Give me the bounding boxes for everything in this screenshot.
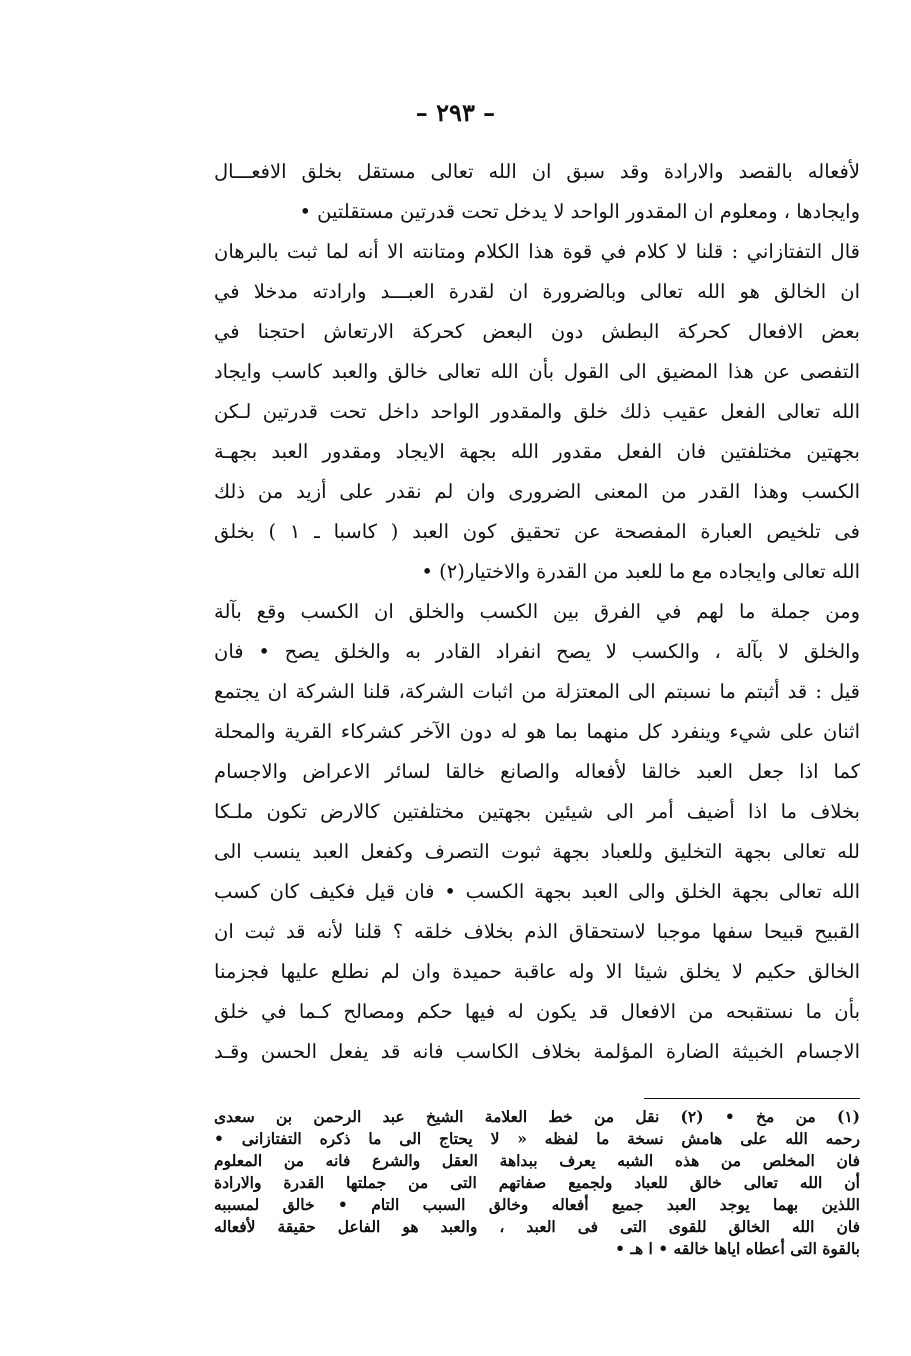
text-line: ومن جملة ما لهم في الفرق بين الكسب والخلق ان الكسب وقع بآلة: [214, 600, 860, 623]
text-line: الله تعالى وايجاده مع ما للعبد من القدرة والاختيار(٢) •: [421, 560, 860, 583]
text-line: بعض الافعال كحركة البطش دون البعض كحركة الارتعاش احتجنا في: [214, 320, 860, 343]
text-line: الله تعالى بجهة الخلق والى العبد بجهة الكسب • فان قيل فكيف كان كسب: [214, 880, 860, 903]
main-text: [214, 152, 860, 1072]
page-number: – ٢٩٣ –: [415, 98, 496, 127]
footnote-line: فان المخلص من هذه الشبه يعرف ببداهة العقل والشرع فانه من المعلوم: [214, 1151, 860, 1170]
text-line: والخلق لا بآلة ، والكسب لا يصح انفراد القادر به والخلق يصح • فان: [214, 640, 860, 663]
text-line: الله تعالى الفعل عقيب ذلك خلق والمقدور الواحد داخل تحت قدرتين لـكن: [214, 400, 860, 423]
text-line: اثنان على شيء وينفرد كل منهما بما هو له دون الآخر كشركاء القرية والمحلة: [214, 720, 860, 743]
text-line: لله تعالى بجهة التخليق وللعباد بجهة ثبوت التصرف وكفعل العبد ينسب الى: [214, 840, 860, 863]
text-line: لأفعاله بالقصد والارادة وقد سبق ان الله تعالى مستقل بخلق الافعـــال: [214, 160, 860, 183]
footnotes: [214, 1106, 860, 1260]
footnote-line: رحمه الله على هامش نسخة ما لفظه « لا يحتاج الى ما ذكره التفتازانى •: [214, 1129, 860, 1148]
footnote-line: اللذين بهما يوجد العبد جميع أفعاله وخالق السبب التام • خالق لمسببه: [214, 1195, 860, 1214]
footnote-divider: [644, 1098, 860, 1099]
text-line: قيل : قد أثبتم ما نسبتم الى المعتزلة من اثبات الشركة، قلنا الشركة ان يجتمع: [214, 680, 860, 703]
text-line: التفصى عن هذا المضيق الى القول بأن الله تعالى خالق والعبد كاسب وايجاد: [214, 360, 860, 383]
text-line: فى تلخيص العبارة المفصحة عن تحقيق كون العبد ( كاسبا ـ ١ ) بخلق: [214, 520, 860, 543]
text-line: الكسب وهذا القدر من المعنى الضرورى وان لم نقدر على أزيد من ذلك: [214, 480, 860, 503]
footnote-line: (١) من مخ • (٢) نقل من خط العلامة الشيخ عبد الرحمن بن سعدى: [214, 1107, 860, 1126]
text-line: وايجادها ، ومعلوم ان المقدور الواحد لا يدخل تحت قدرتين مستقلتين •: [299, 200, 860, 223]
footnote-line: فان الله الخالق للقوى التى فى العبد ، والعبد هو الفاعل حقيقة لأفعاله: [214, 1217, 860, 1236]
text-line: كما اذا جعل العبد خالقا لأفعاله والصانع خالقا لسائر الاعراض والاجسام: [214, 760, 860, 783]
text-line: بأن ما نستقبحه من الافعال قد يكون له فيها حكم ومصالح كـما في خلق: [214, 1000, 860, 1023]
text-line: قال التفتازاني : قلنا لا كلام في قوة هذا الكلام ومتانته الا أنه لما ثبت بالبرهان: [214, 240, 860, 263]
footnote-line: أن الله تعالى خالق للعباد ولجميع صفاتهم التى من جملتها القدرة والارادة: [214, 1173, 860, 1192]
footnote-line: بالقوة التى أعطاه اياها خالقه • ا هـ •: [615, 1239, 860, 1258]
text-line: القبيح قبيحا سفها موجبا لاستحقاق الذم بخلاف خلقه ؟ قلنا لأنه قد ثبت ان: [214, 920, 860, 943]
text-line: الخالق حكيم لا يخلق شيئا الا وله عاقبة حميدة وان لم نطلع عليها فجزمنا: [214, 960, 860, 983]
text-line: بجهتين مختلفتين فان الفعل مقدور الله بجهة الايجاد ومقدور العبد بجهـة: [214, 440, 860, 463]
text-line: الاجسام الخبيثة الضارة المؤلمة بخلاف الكاسب فانه قد يفعل الحسن وقـد: [214, 1040, 860, 1063]
text-line: بخلاف ما اذا أضيف أمر الى شيئين بجهتين مختلفتين كالارض تكون ملـكا: [214, 800, 860, 823]
text-line: ان الخالق هو الله تعالى وبالضرورة ان لقدرة العبـــد وارادته مدخلا في: [214, 280, 860, 303]
